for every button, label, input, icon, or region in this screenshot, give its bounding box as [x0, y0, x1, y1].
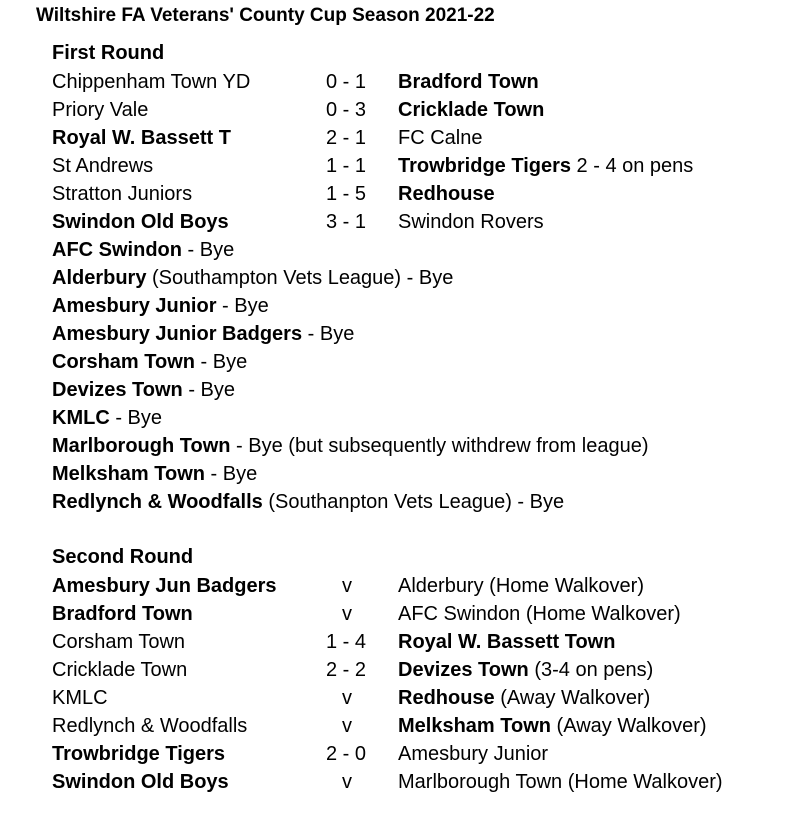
match-score: v: [342, 771, 352, 793]
match-score: v: [342, 715, 352, 737]
match-note: 2 - 4 on pens: [571, 155, 694, 177]
away-cell: [398, 180, 495, 208]
away-cell: [398, 628, 615, 656]
away-team: AFC Swindon: [398, 603, 521, 625]
away-cell: [398, 124, 482, 152]
match-row: [0, 684, 801, 712]
match-row: [0, 180, 801, 208]
match-row: [0, 96, 801, 124]
match-score: 2 - 1: [326, 127, 367, 149]
bye-note: - Bye: [194, 351, 248, 373]
match-row: [0, 572, 801, 600]
match-row: [0, 152, 801, 180]
away-cell: [398, 68, 539, 96]
away-team: Cricklade Town: [398, 99, 545, 121]
match-score: v: [342, 603, 352, 625]
match-row: [0, 628, 801, 656]
home-team: Amesbury Jun Badgers: [52, 575, 277, 597]
bye-note: - Bye: [181, 239, 235, 261]
away-cell: [398, 684, 650, 712]
away-cell: [398, 152, 693, 180]
bye-team: Amesbury Junior Badgers: [52, 323, 303, 345]
away-team: Swindon Rovers: [398, 211, 544, 233]
match-note: (Home Walkover): [562, 771, 723, 793]
bye-team: Alderbury: [52, 267, 147, 289]
match-score: 1 - 5: [326, 183, 367, 205]
away-team: Alderbury: [398, 575, 484, 597]
away-team: Amesbury Junior: [398, 743, 549, 765]
bye-team: Melksham Town: [52, 463, 205, 485]
home-team: Swindon Old Boys: [52, 211, 229, 233]
home-team: Corsham Town: [52, 631, 186, 653]
away-cell: [398, 600, 681, 628]
home-team: Cricklade Town: [52, 659, 188, 681]
bye-row: [52, 292, 269, 320]
bye-team: Devizes Town: [52, 379, 183, 401]
away-team: Marlborough Town: [398, 771, 563, 793]
home-team: Trowbridge Tigers: [52, 743, 225, 765]
bye-note: - Bye: [205, 463, 258, 485]
bye-row: [52, 376, 235, 404]
away-team: Redhouse: [398, 687, 495, 709]
page-title: Wiltshire FA Veterans' County Cup Season 2021-22: [36, 5, 495, 26]
away-cell: [398, 740, 548, 768]
match-row: [0, 600, 801, 628]
bye-row: [52, 488, 564, 516]
match-row: [0, 768, 801, 796]
match-score: 2 - 2: [326, 659, 367, 681]
bye-row: [52, 432, 648, 460]
away-team: Bradford Town: [398, 71, 539, 93]
bye-team: KMLC: [52, 407, 110, 429]
match-score: 2 - 0: [326, 743, 367, 765]
match-score: 0 - 3: [326, 99, 367, 121]
match-row: [0, 656, 801, 684]
bye-row: [52, 264, 453, 292]
match-note: (Home Walkover): [483, 575, 644, 597]
bye-row: [52, 320, 354, 348]
match-score: 1 - 1: [326, 155, 367, 177]
bye-row: [52, 460, 257, 488]
away-cell: [398, 572, 644, 600]
bye-team: Corsham Town: [52, 351, 195, 373]
away-team: Devizes Town: [398, 659, 529, 681]
home-team: Stratton Juniors: [52, 183, 193, 205]
bye-row: [52, 404, 162, 432]
match-note: (Away Walkover): [494, 687, 651, 709]
away-team: Trowbridge Tigers: [398, 155, 571, 177]
bye-note: - Bye: [109, 407, 163, 429]
bye-note: - Bye (but subsequently withdrew from league): [230, 435, 649, 457]
bye-note: - Bye: [302, 323, 355, 345]
match-score: v: [342, 687, 352, 709]
match-row: [0, 208, 801, 236]
bye-row: [52, 348, 247, 376]
home-team: Chippenham Town YD: [52, 71, 251, 93]
match-score: v: [342, 575, 352, 597]
first-round-heading: First Round: [52, 42, 165, 64]
bye-note: - Bye: [216, 295, 269, 317]
away-cell: [398, 656, 653, 684]
bye-team: Marlborough Town: [52, 435, 231, 457]
home-team: Royal W. Bassett T: [52, 127, 231, 149]
away-cell: [398, 712, 707, 740]
bye-team: Redlynch & Woodfalls: [52, 491, 263, 513]
home-team: Swindon Old Boys: [52, 771, 229, 793]
away-team: FC Calne: [398, 127, 483, 149]
away-team: Melksham Town: [398, 715, 551, 737]
bye-note: (Southampton Vets League) - Bye: [146, 267, 454, 289]
home-team: Priory Vale: [52, 99, 149, 121]
away-team: Royal W. Bassett Town: [398, 631, 616, 653]
match-row: [0, 68, 801, 96]
match-row: [0, 124, 801, 152]
bye-note: (Southanpton Vets League) - Bye: [262, 491, 565, 513]
home-team: Redlynch & Woodfalls: [52, 715, 248, 737]
away-team: Redhouse: [398, 183, 495, 205]
match-score: 1 - 4: [326, 631, 367, 653]
away-cell: [398, 768, 723, 796]
match-row: [0, 740, 801, 768]
bye-row: [52, 236, 234, 264]
home-team: Bradford Town: [52, 603, 193, 625]
bye-note: - Bye: [182, 379, 236, 401]
match-row: [0, 712, 801, 740]
away-cell: [398, 208, 544, 236]
home-team: KMLC: [52, 687, 108, 709]
home-team: St Andrews: [52, 155, 154, 177]
match-score: 0 - 1: [326, 71, 367, 93]
away-cell: [398, 96, 544, 124]
match-score: 3 - 1: [326, 211, 367, 233]
second-round-heading: Second Round: [52, 546, 194, 568]
bye-team: AFC Swindon: [52, 239, 182, 261]
bye-team: Amesbury Junior: [52, 295, 217, 317]
match-note: (Away Walkover): [551, 715, 707, 737]
match-note: (Home Walkover): [520, 603, 681, 625]
match-note: (3-4 on pens): [528, 659, 654, 681]
